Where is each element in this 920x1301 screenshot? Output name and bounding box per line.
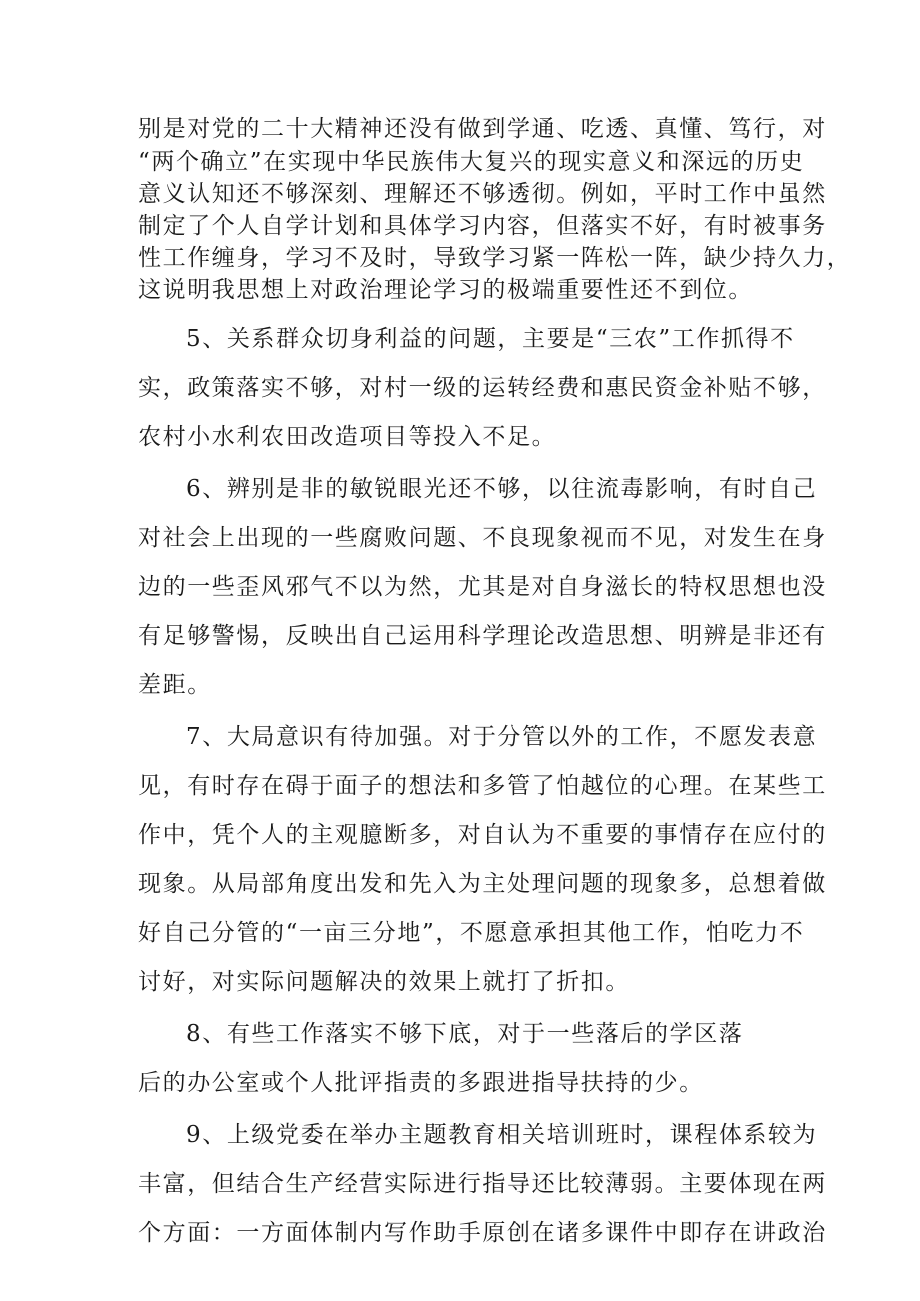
text-line: 讨好，对实际问题解决的效果上就打了折扣。	[138, 969, 630, 995]
text-line: “两个确立”在实现中华民族伟大复兴的现实意义和深远的历史	[138, 149, 805, 175]
text-line: 边的一些歪风邪气不以为然，尤其是对自身滋长的特权思想也没	[138, 574, 827, 600]
text-line: 农村小水利农田改造项目等投入不足。	[138, 424, 557, 450]
text-line: 别是对党的二十大精神还没有做到学通、吃透、真懂、笃行，对	[138, 116, 827, 142]
text-line: 对社会上出现的一些腐败问题、不良现象视而不见，对发生在身	[138, 525, 827, 551]
text-line: 6、辨别是非的敏锐眼光还不够，以往流毒影响，有时自己	[186, 476, 818, 502]
text-line: 制定了个人自学计划和具体学习内容，但落实不好，有时被事务	[138, 213, 827, 239]
text-line: 见，有时存在碍于面子的想法和多管了怕越位的心理。在某些工	[138, 773, 827, 799]
text-line: 现象。从局部角度出发和先入为主处理问题的现象多，总想着做	[138, 871, 827, 897]
text-line: 作中，凭个人的主观臆断多，对自认为不重要的事情存在应付的	[138, 822, 827, 848]
text-line: 性工作缠身，学习不及时，导致学习紧一阵松一阵，缺少持久力，	[138, 245, 852, 271]
text-line: 5、关系群众切身利益的问题，主要是“三农”工作抓得不	[186, 326, 795, 352]
text-line: 这说明我思想上对政治理论学习的极端重要性还不到位。	[138, 277, 753, 303]
text-line: 后的办公室或个人批评指责的多跟进指导扶持的少。	[138, 1070, 704, 1096]
text-line: 9、上级党委在举办主题教育相关培训班时，课程体系较为	[186, 1122, 818, 1148]
text-line: 实，政策落实不够，对村一级的运转经费和惠民资金补贴不够，	[138, 375, 827, 401]
text-line: 个方面：一方面体制内写作助手原创在诸多课件中即存在讲政治	[138, 1220, 827, 1246]
text-line: 意义认知还不够深刻、理解还不够透彻。例如，平时工作中虽然	[138, 181, 827, 207]
text-line: 7、大局意识有待加强。对于分管以外的工作，不愿发表意	[186, 724, 818, 750]
text-line: 好自己分管的“一亩三分地”，不愿意承担其他工作，怕吃力不	[138, 920, 805, 946]
text-line: 8、有些工作落实不够下底，对于一些落后的学区落	[186, 1021, 744, 1047]
text-line: 有足够警惕，反映出自己运用科学理论改造思想、明辨是非还有	[138, 623, 827, 649]
text-line: 丰富，但结合生产经营实际进行指导还比较薄弱。主要体现在两	[138, 1171, 827, 1197]
text-line: 差距。	[138, 672, 212, 698]
